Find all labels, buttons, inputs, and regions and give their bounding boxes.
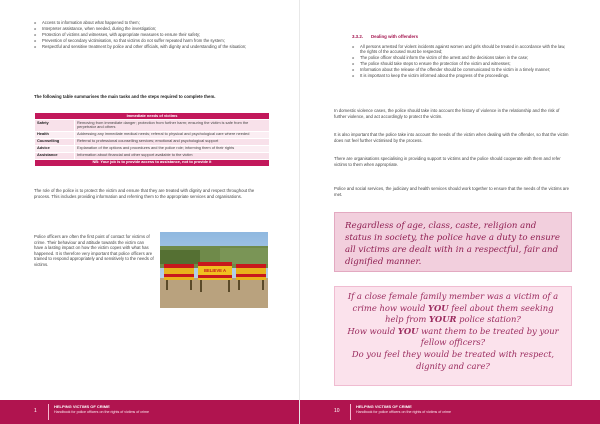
right-footer [300, 400, 600, 424]
bullet-item: o Respectful and sensitive treatment by police and other officials, with dignity and understanding of the situation; [34, 44, 270, 49]
bullet-item: o Access to information about what happened to them; [34, 20, 270, 25]
reflection-question-3: Do you feel they would be treated with respect, dignity and care? [351, 348, 555, 371]
victim-needs-table [34, 112, 270, 167]
right-paragraph-2: It is also important that the police take into account the needs of the victim when dealing with the offender, so that the victim does not feel further victimised by the process. [334, 132, 569, 143]
table-header: Immediate needs of victims [35, 113, 270, 120]
table-role-cell: Health [35, 131, 75, 138]
footer-subtitle: Handbook for police officers on the rights of victims of crime [54, 409, 150, 414]
emphasis-you: YOU [428, 302, 449, 313]
reflection-question-2: How would YOU want them to be treated by your fellow officers? [347, 325, 559, 348]
table-role-cell: Counselling [35, 138, 75, 145]
table-desc-cell: Removing from immediate danger; protection from further harm; ensuring the victim is safe from the perpetrator and others [75, 119, 270, 131]
footer-text [356, 405, 556, 414]
reflection-question-1: If a close female family member was a victim of a crime how would YOU feel about them seeking help from YOUR police station? [347, 291, 559, 325]
table-role-cell: Safety [35, 119, 75, 131]
bullet-item: o It is important to keep the victim informed about the progress of the proceedings. [352, 73, 572, 78]
emphasis-you: YOU [397, 325, 419, 336]
footer-divider [48, 404, 49, 420]
dignity-callout [334, 212, 572, 272]
right-paragraph-3: There are organisations specialising in providing support to victims and the police should cooperate with them and refer victims to them when appropriate. [334, 156, 561, 167]
police-barricade-photo [160, 232, 268, 308]
table-role-cell: Assistance [35, 152, 75, 159]
barricade-sign-text: BELIEVE A [204, 268, 226, 273]
reflection-callout [334, 286, 572, 386]
bullet-item: o The police officer should inform the victim of the arrest and the decisions taken in the case; [352, 55, 572, 60]
right-paragraph-1: In domestic violence cases, the police should take into account the history of violence in the relationship and the risk of further violence, and act accordingly to protect the victim. [334, 108, 560, 119]
section-number: 3.3.2. [352, 34, 363, 39]
page-number: 10 [334, 408, 340, 414]
footer-subtitle: Handbook for police officers on the rights of victims of crime [356, 409, 452, 414]
left-footer [0, 400, 300, 424]
footer-divider [350, 404, 351, 420]
table-desc-cell: Explanation of the options and procedures and the police role; informing them of their rights [75, 145, 270, 152]
page-number: 1 [34, 408, 37, 414]
table-role-cell: Advice [35, 145, 75, 152]
bullet-item: o Information about the release of the offender should be communicated to the victim in a timely manner; [352, 67, 572, 72]
bullet-item: o The police should take steps to ensure the protection of the victim and witnesses; [352, 61, 572, 66]
right-paragraph-4: Police and social services, the judiciary and health services should work together to ensure that the needs of the victims are met. [334, 186, 570, 197]
section-heading [352, 34, 418, 39]
table-intro: The following table summarises the main tasks and the steps required to complete them. [34, 94, 216, 99]
footer-text [54, 405, 254, 414]
bullet-item: o Protection of victims and witnesses, with appropriate measures to ensure their safety; [34, 32, 270, 37]
right-bullet-list [352, 44, 572, 79]
emphasis-your: YOUR [428, 314, 457, 325]
dignity-callout-text: Regardless of age, class, caste, religion and status in society, the police have a duty to ensure all victims are dealt with in a respectful, fair and dignified manner. [345, 221, 560, 267]
footer-title: HELPING VICTIMS OF CRIME [356, 404, 412, 409]
middle-paragraph: The role of the police is to protect the victim and ensure that they are treated with dignity and respect throughout the process. This includes providing information and referring them to the appropriate services and organisations. [34, 188, 255, 199]
bullet-item: o All persons arrested for violent incidents against women and girls should be treated in accordance with the law, the rights of the accused must be respected; [352, 44, 572, 55]
bullet-item: o Prevention of secondary victimisation, so that victims do not suffer repeated harm from the system; [34, 38, 270, 43]
section-title: Dealing with offenders [371, 34, 419, 39]
table-desc-cell: Information about financial and other support available to the victim [75, 152, 270, 159]
table-desc-cell: Referral to professional counselling services; emotional and psychological support [75, 138, 270, 145]
top-bullet-list [34, 20, 270, 50]
footer-title: HELPING VICTIMS OF CRIME [54, 404, 110, 409]
barricade-illustration [160, 232, 268, 308]
left-column-paragraph: Police officers are often the first point of contact for victims of crime. Their behaviour and attitude towards the victim can have a lasting impact on how the victim copes with what has happened. It is therefore very important that police officers are trained to respond appropriately and sensitively to the needs of victims. [34, 234, 154, 267]
table-note: NB: Your job is to provide access to assistance, not to provide it [35, 159, 270, 166]
table-desc-cell: Addressing any immediate medical needs; referral to physical and psychological care where needed [75, 131, 270, 138]
bullet-item: o Interpreter assistance, when needed, during the investigation; [34, 26, 270, 31]
